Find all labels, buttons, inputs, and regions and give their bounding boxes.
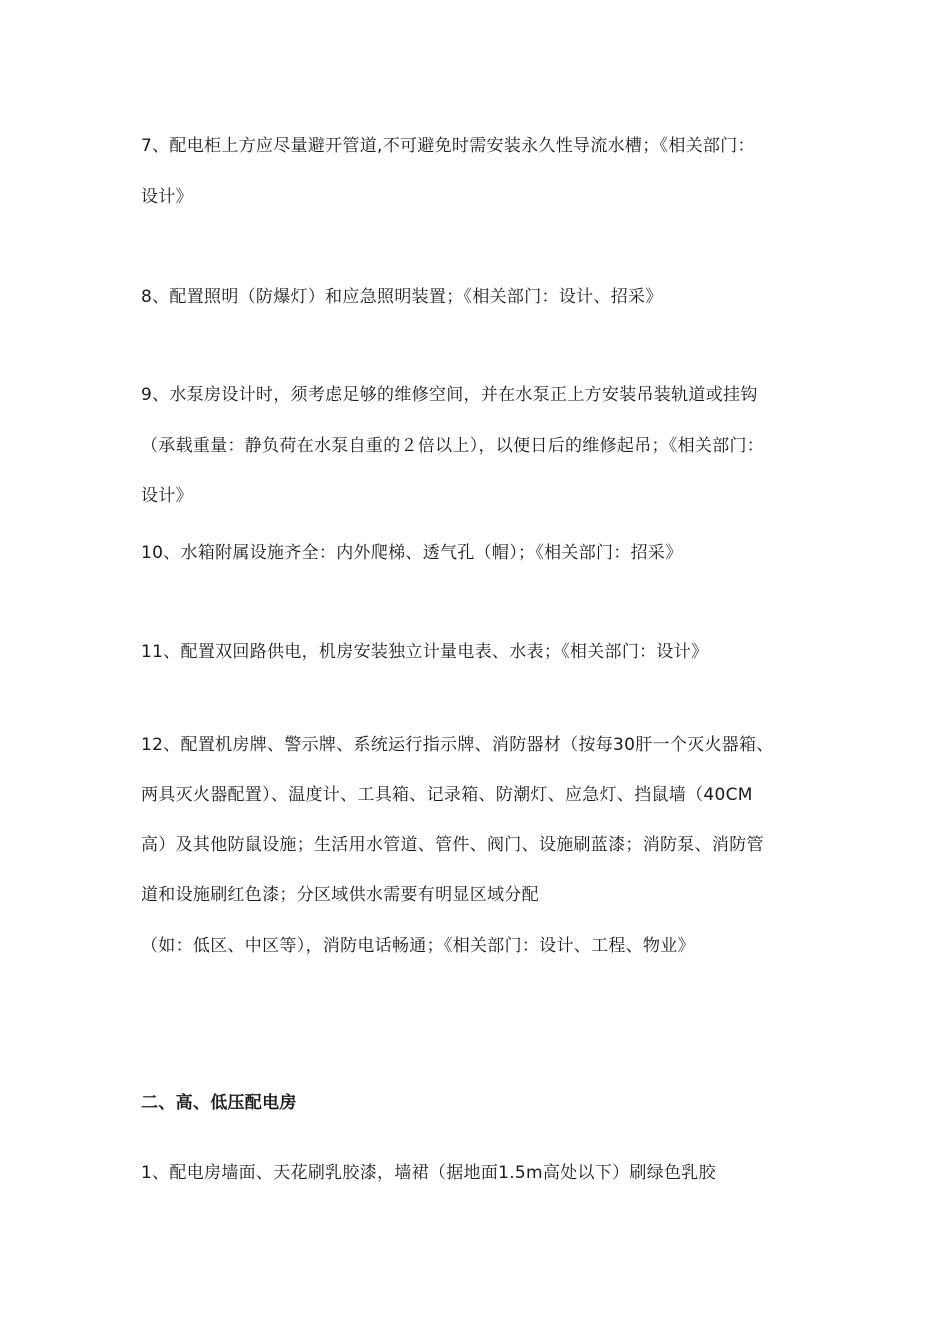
section-heading: 二、高、低压配电房 [141,1093,297,1113]
item-12-line-3: 高）及其他防鼠设施；生活用水管道、管件、阀门、设施刷蓝漆；消防泵、消防管 [141,835,764,855]
item-9-line-2: （承载重量：静负荷在水泵自重的２倍以上），以便日后的维修起吊；《相关部门： [141,436,765,456]
section-item-1: 1、配电房墙面、天花刷乳胶漆，墙裙（据地面1.5m高处以下）刷绿色乳胶 [141,1163,716,1183]
item-12-line-1: 12、配置机房牌、警示牌、系统运行指示牌、消防器材（按每30肝一个灭火器箱、 [141,735,774,755]
item-7-line-2: 设计》 [141,187,193,207]
item-11: 11、配置双回路供电，机房安装独立计量电表、水表；《相关部门：设计》 [141,642,709,662]
item-10: 10、水箱附属设施齐全：内外爬梯、透气孔（帽）；《相关部门：招采》 [141,543,683,563]
item-12-line-5: （如：低区、中区等），消防电话畅通；《相关部门：设计、工程、物业》 [141,936,695,956]
item-9-line-3: 设计》 [141,486,193,506]
item-12-line-2: 两具灭火器配置）、温度计、工具箱、记录箱、防潮灯、应急灯、挡鼠墙（40CM [141,785,753,805]
item-7-line-1: 7、配电柜上方应尽量避开管道,不可避免时需安装永久性导流水槽；《相关部门： [141,136,755,156]
item-9-line-1: 9、水泵房设计时，须考虑足够的维修空间，并在水泵正上方安装吊装轨道或挂钩 [141,385,758,405]
item-12-line-4: 道和设施刷红色漆；分区域供水需要有明显区域分配 [141,885,539,905]
item-8: 8、配置照明（防爆灯）和应急照明装置；《相关部门：设计、招采》 [141,287,663,307]
